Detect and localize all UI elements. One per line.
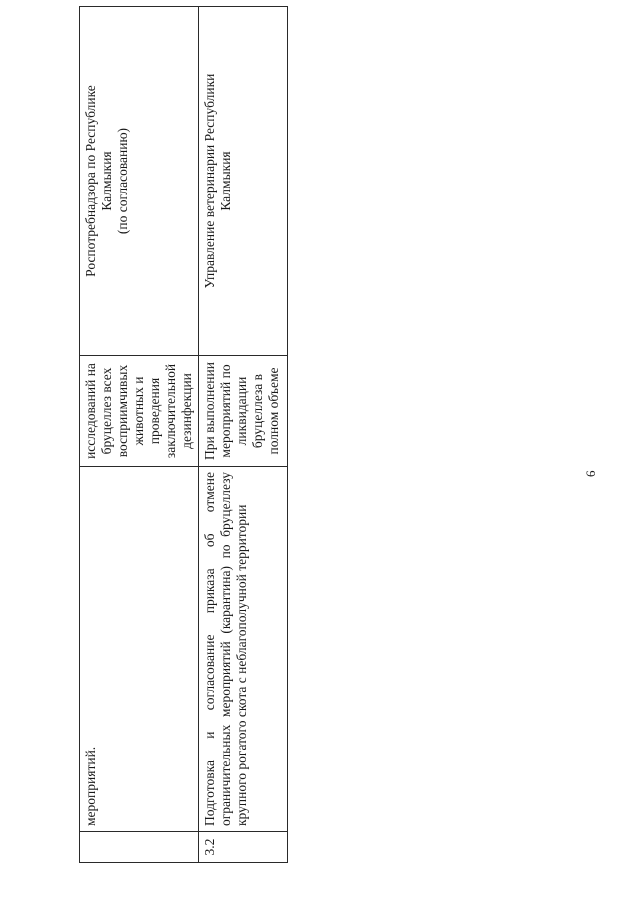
term-line: восприимчивых [115,364,130,458]
responsible-line: Калмыкия [218,151,233,211]
term-line: ликвидации [234,376,249,446]
row-number-cell: 3.2 [199,832,288,863]
term-line: полном объеме [266,367,281,455]
term-line: заключительной [163,363,178,459]
term-line: исследований на [83,363,98,459]
responsible-line: Калмыкия [99,151,114,211]
term-line: бруцеллез всех [99,367,114,455]
responsible-line: Роспотребнадзора по Республике [83,85,98,277]
table-row [199,7,288,863]
term-line: мероприятий по [218,364,233,458]
term-line: бруцеллеза в [250,373,265,449]
term-cell [80,356,199,467]
measure-text-cell: мероприятий. [80,467,199,832]
responsible-line: Управление ветеринарии Республики [202,73,217,289]
responsible-line: (по согласованию) [115,127,130,235]
term-line: дезинфекции [179,373,194,449]
responsible-cell [80,7,199,356]
page-number: 6 [583,470,598,477]
term-line: животных и [131,376,146,446]
term-cell [199,356,288,467]
measures-table [79,6,288,863]
term-line: При выполнении [202,362,217,460]
responsible-cell [199,7,288,356]
row-number-cell [80,832,199,863]
term-line: проведения [147,377,162,445]
table-row [80,7,199,863]
measure-text-cell: Подготовка и согласование приказа об отмене ограничительных мероприятий (карантина) по бруцеллезу крупного рогатого скота с неблагополучной территории [199,467,288,832]
